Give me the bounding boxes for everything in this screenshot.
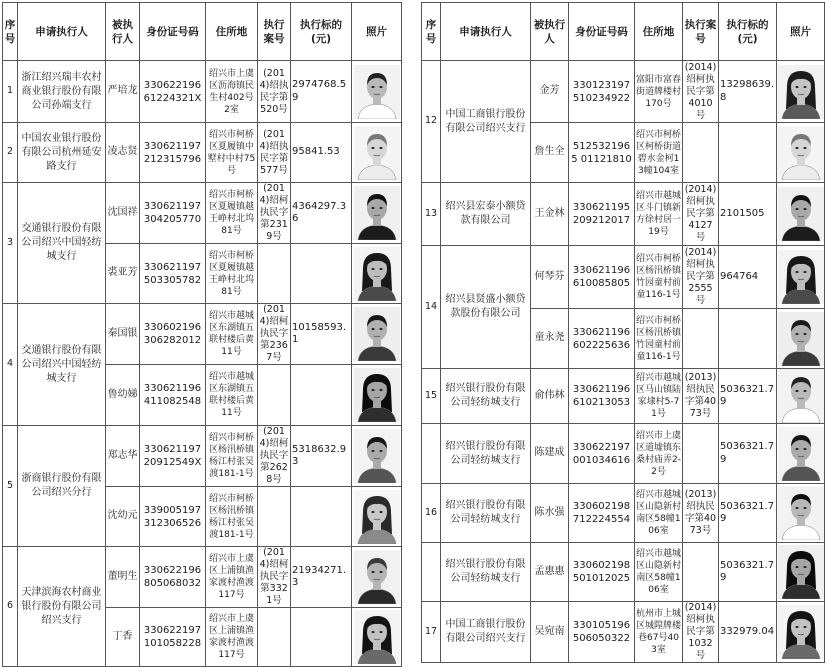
seq-cell: [422, 543, 441, 602]
respondent-name-cell: 陈水强: [531, 484, 569, 543]
photo-cell: [777, 602, 825, 663]
address-cell: 绍兴市柯桥区夏履镇越王峥村北坞81号: [206, 183, 258, 244]
respondent-name-cell: 孟惠惠: [531, 543, 569, 602]
table-row: [422, 369, 825, 424]
header-respondent: 被执行人: [531, 3, 569, 61]
address-cell: 绍兴市柯桥区杨汛桥镇竹园童村前童116-1号: [635, 309, 683, 369]
photo-man-short-hair: [778, 369, 824, 423]
photo-cell: [777, 123, 825, 183]
amount-cell: [291, 608, 352, 667]
amount-cell: 332979.04: [719, 602, 777, 663]
photo-man-dark-shirt: [354, 186, 400, 240]
address-cell: 绍兴市上虞区上浦镇渔家渡村渔渡117号: [206, 547, 258, 608]
address-cell: 绍兴市越城区东湖镇五联村楼后黄11号: [206, 304, 258, 365]
photo-man-older: [354, 550, 400, 604]
id-number-cell: 330622196 805068032: [140, 547, 206, 608]
seq-cell: 6: [3, 547, 18, 667]
photo-woman-smile: [354, 610, 400, 664]
case-number-cell: [258, 487, 291, 547]
address-cell: 绍兴市越城区山隐新村南区58幢106室: [635, 543, 683, 602]
photo-man-striped: [778, 427, 824, 481]
amount-cell: 964764: [719, 246, 777, 309]
photo-cell: [777, 183, 825, 246]
id-number-cell: 330622196 61224321X: [140, 61, 206, 123]
address-cell: 绍兴市柯桥区夏履镇越王峥村北坞81号: [206, 244, 258, 304]
case-number-cell: [683, 424, 719, 484]
address-cell: 绍兴市上虞区沥海镇民生村402号2室: [206, 61, 258, 123]
case-number-cell: (2014)绍柯执民字第2319号: [258, 183, 291, 244]
address-cell: 绍兴市上虞区道墟镇东桑村庙弄2-2号: [635, 424, 683, 484]
address-cell: 绍兴市越城区山隐新村南区58幢106室: [635, 484, 683, 543]
photo-man-young: [778, 486, 824, 540]
respondent-name-cell: 沈国祥: [106, 183, 140, 244]
id-number-cell: 330123197 510234922: [569, 61, 635, 123]
photo-cell: [352, 123, 402, 183]
header-row: [422, 3, 825, 61]
seq-cell: 12: [422, 61, 441, 183]
table-row: [3, 61, 402, 123]
photo-cell: [352, 426, 402, 487]
header-address: 住所地: [635, 3, 683, 61]
case-number-cell: (2013)绍执民字第4073号: [683, 369, 719, 424]
address-cell: 绍兴市柯桥区夏履镇中墅村中村75号: [206, 123, 258, 183]
respondent-name-cell: 何琴芬: [531, 246, 569, 309]
seq-cell: 2: [3, 123, 18, 183]
id-number-cell: 330621196 602225636: [569, 309, 635, 369]
amount-cell: [291, 365, 352, 426]
address-cell: 绍兴市越城区斗门镇新方徐村居一19号: [635, 183, 683, 246]
applicant-cell: 绍兴银行股份有限公司轻纺城支行: [441, 369, 531, 424]
photo-cell: [777, 309, 825, 369]
photo-cell: [352, 61, 402, 123]
photo-cell: [777, 484, 825, 543]
photo-woman-smile: [778, 605, 824, 659]
case-number-cell: [683, 543, 719, 602]
amount-cell: 2974768.59: [291, 61, 352, 123]
seq-cell: 5: [3, 426, 18, 547]
header-applicant: 申请执行人: [18, 3, 106, 61]
case-number-cell: (2014)绍柯执民字第1032号: [683, 602, 719, 663]
case-number-cell: (2014)绍执民字第577号: [258, 123, 291, 183]
header-amount: 执行标的(元): [291, 3, 352, 61]
id-number-cell: 330621197 503305782: [140, 244, 206, 304]
photo-cell: [352, 608, 402, 667]
applicant-cell: 中国农业银行股份有限公司杭州延安路支行: [18, 123, 106, 183]
photo-man-short-hair: [354, 65, 400, 119]
address-cell: 绍兴市越城区东湖镇五联村楼后黄11号: [206, 365, 258, 426]
respondent-name-cell: 郑志华: [106, 426, 140, 487]
table-row: [3, 304, 402, 365]
id-number-cell: 330602198 712224554: [569, 484, 635, 543]
header-seq: 序号: [422, 3, 441, 61]
applicant-cell: 浙商银行股份有限公司绍兴分行: [18, 426, 106, 547]
respondent-name-cell: 严培龙: [106, 61, 140, 123]
photo-cell: [777, 543, 825, 602]
photo-man-round: [778, 312, 824, 366]
seq-cell: 4: [3, 304, 18, 426]
case-number-cell: [258, 608, 291, 667]
case-number-cell: [683, 309, 719, 369]
amount-cell: 10158593.1: [291, 304, 352, 365]
address-cell: 绍兴市柯桥区柯桥街道碧水金柯13幢104室: [635, 123, 683, 183]
id-number-cell: 330622197 101058228: [140, 608, 206, 667]
respondent-name-cell: 童永尧: [531, 309, 569, 369]
seq-cell: 14: [422, 246, 441, 369]
header-seq: 序号: [3, 3, 18, 61]
id-number-cell: 330621197 20912549X: [140, 426, 206, 487]
applicant-cell: 天津滨海农村商业银行股份有限公司绍兴支行: [18, 547, 106, 667]
amount-cell: [719, 123, 777, 183]
header-applicant: 申请执行人: [441, 3, 531, 61]
table-row: [422, 246, 825, 309]
address-cell: 绍兴市柯桥区杨汛桥镇杨江村张吴渡181-1号: [206, 487, 258, 547]
case-number-cell: (2014)绍执民字第520号: [258, 61, 291, 123]
amount-cell: 5036321.79: [719, 369, 777, 424]
photo-woman-dark: [778, 545, 824, 599]
amount-cell: 13298639.8: [719, 61, 777, 123]
amount-cell: 5036321.79: [719, 424, 777, 484]
id-number-cell: 330621196 610213053: [569, 369, 635, 424]
case-number-cell: [258, 244, 291, 304]
id-number-cell: 330621195 209212017: [569, 183, 635, 246]
header-id-number: 身份证号码: [140, 3, 206, 61]
seq-cell: 1: [3, 61, 18, 123]
id-number-cell: 330622197 001034616: [569, 424, 635, 484]
header-address: 住所地: [206, 3, 258, 61]
photo-woman: [354, 247, 400, 301]
respondent-name-cell: 陈建成: [531, 424, 569, 484]
photo-woman-dark: [354, 368, 400, 422]
respondent-name-cell: 董明生: [106, 547, 140, 608]
case-number-cell: (2014)绍柯执民字第3321号: [258, 547, 291, 608]
case-number-cell: (2014)绍柯执民字第2367号: [258, 304, 291, 365]
id-number-cell: 330621196 411082548: [140, 365, 206, 426]
table-row: [3, 426, 402, 487]
address-cell: 绍兴市柯桥区杨汛桥镇竹园童村前童116-1号: [635, 246, 683, 309]
amount-cell: 2101505: [719, 183, 777, 246]
left-roster-table: [2, 2, 402, 667]
applicant-cell: 浙江绍兴瑞丰农村商业银行股份有限公司孙端支行: [18, 61, 106, 123]
photo-woman-light: [354, 490, 400, 544]
case-number-cell: (2014)绍柯执民字第4127号: [683, 183, 719, 246]
amount-cell: 4364297.36: [291, 183, 352, 244]
header-photo: 照片: [352, 3, 402, 61]
table-row: [422, 424, 825, 484]
photo-man-light: [778, 126, 824, 180]
applicant-cell: 绍兴县贤盛小额贷款股份有限公司: [441, 246, 531, 369]
right-roster-table: [421, 2, 825, 663]
table-row: [422, 602, 825, 663]
photo-man-striped: [354, 429, 400, 483]
amount-cell: [291, 487, 352, 547]
address-cell: 绍兴市越城区马山镇陆家埭村5-71号: [635, 369, 683, 424]
photo-cell: [777, 246, 825, 309]
id-number-cell: 330621197 304205770: [140, 183, 206, 244]
id-number-cell: 330621197 212315796: [140, 123, 206, 183]
amount-cell: 5036321.79: [719, 484, 777, 543]
case-number-cell: (2013)绍执民字第4073号: [683, 484, 719, 543]
table-row: [3, 547, 402, 608]
case-number-cell: (2014)绍柯执民字第4010号: [683, 61, 719, 123]
photo-man-light: [354, 126, 400, 180]
respondent-name-cell: 俞伟林: [531, 369, 569, 424]
applicant-cell: 绍兴银行股份有限公司轻纺城支行: [441, 543, 531, 602]
header-case-no: 执行案号: [258, 3, 291, 61]
header-photo: 照片: [777, 3, 825, 61]
header-case-no: 执行案号: [683, 3, 719, 61]
seq-cell: [422, 424, 441, 484]
applicant-cell: 中国工商银行股份有限公司绍兴支行: [441, 602, 531, 663]
case-number-cell: (2014)绍柯执民字第2628号: [258, 426, 291, 487]
photo-cell: [352, 244, 402, 304]
header-respondent: 被执行人: [106, 3, 140, 61]
respondent-name-cell: 吴宛南: [531, 602, 569, 663]
respondent-name-cell: 裘亚芳: [106, 244, 140, 304]
respondent-name-cell: 沈幼元: [106, 487, 140, 547]
applicant-cell: 绍兴银行股份有限公司轻纺城支行: [441, 424, 531, 484]
case-number-cell: (2014)绍柯执民字第2555号: [683, 246, 719, 309]
respondent-name-cell: 詹生全: [531, 123, 569, 183]
id-number-cell: 330602198 501012025: [569, 543, 635, 602]
seq-cell: 16: [422, 484, 441, 543]
header-id-number: 身份证号码: [569, 3, 635, 61]
photo-man-dark-shirt: [778, 187, 824, 241]
respondent-name-cell: 丁香: [106, 608, 140, 667]
id-number-cell: 339005197 312306526: [140, 487, 206, 547]
table-row: [422, 183, 825, 246]
seq-cell: 15: [422, 369, 441, 424]
applicant-cell: 交通银行股份有限公司绍兴中国轻纺城支行: [18, 183, 106, 304]
photo-cell: [777, 61, 825, 123]
respondent-name-cell: 秦国银: [106, 304, 140, 365]
table-row: [422, 543, 825, 602]
respondent-name-cell: 鲁幼娣: [106, 365, 140, 426]
table-row: [3, 123, 402, 183]
applicant-cell: 交通银行股份有限公司绍兴中国轻纺城支行: [18, 304, 106, 426]
photo-cell: [352, 365, 402, 426]
seq-cell: 13: [422, 183, 441, 246]
respondent-name-cell: 凌志贤: [106, 123, 140, 183]
photo-cell: [777, 424, 825, 484]
id-number-cell: 330105196 506050322: [569, 602, 635, 663]
table-row: [3, 183, 402, 244]
case-number-cell: [683, 123, 719, 183]
photo-cell: [352, 547, 402, 608]
seq-cell: 3: [3, 183, 18, 304]
header-amount: 执行标的(元): [719, 3, 777, 61]
photo-cell: [777, 369, 825, 424]
address-cell: 杭州市上城区城隍牌楼巷67号403室: [635, 602, 683, 663]
photo-cell: [352, 183, 402, 244]
table-row: [422, 484, 825, 543]
address-cell: 绍兴市柯桥区杨汛桥镇杨江村张吴渡181-1号: [206, 426, 258, 487]
respondent-name-cell: 金芳: [531, 61, 569, 123]
photo-woman: [778, 250, 824, 304]
amount-cell: 95841.53: [291, 123, 352, 183]
seq-cell: 17: [422, 602, 441, 663]
applicant-cell: 绍兴银行股份有限公司轻纺城支行: [441, 484, 531, 543]
id-number-cell: 330602196 306282012: [140, 304, 206, 365]
amount-cell: [291, 244, 352, 304]
respondent-name-cell: 王金林: [531, 183, 569, 246]
table-row: [422, 61, 825, 123]
id-number-cell: 5125321965 01121810: [569, 123, 635, 183]
amount-cell: 5036321.79: [719, 543, 777, 602]
photo-cell: [352, 304, 402, 365]
header-row: [3, 3, 402, 61]
applicant-cell: 绍兴县宏泰小额贷款有限公司: [441, 183, 531, 246]
amount-cell: 21934271.3: [291, 547, 352, 608]
applicant-cell: 中国工商银行股份有限公司绍兴支行: [441, 61, 531, 183]
photo-man-round: [354, 307, 400, 361]
amount-cell: [719, 309, 777, 369]
amount-cell: 5318632.93: [291, 426, 352, 487]
photo-woman-round: [778, 65, 824, 119]
photo-cell: [352, 487, 402, 547]
case-number-cell: [258, 365, 291, 426]
address-cell: 绍兴市上虞区上浦镇渔家渡村渔渡117号: [206, 608, 258, 667]
id-number-cell: 330621196 610085805: [569, 246, 635, 309]
address-cell: 富阳市富春街道牌楼村170号: [635, 61, 683, 123]
